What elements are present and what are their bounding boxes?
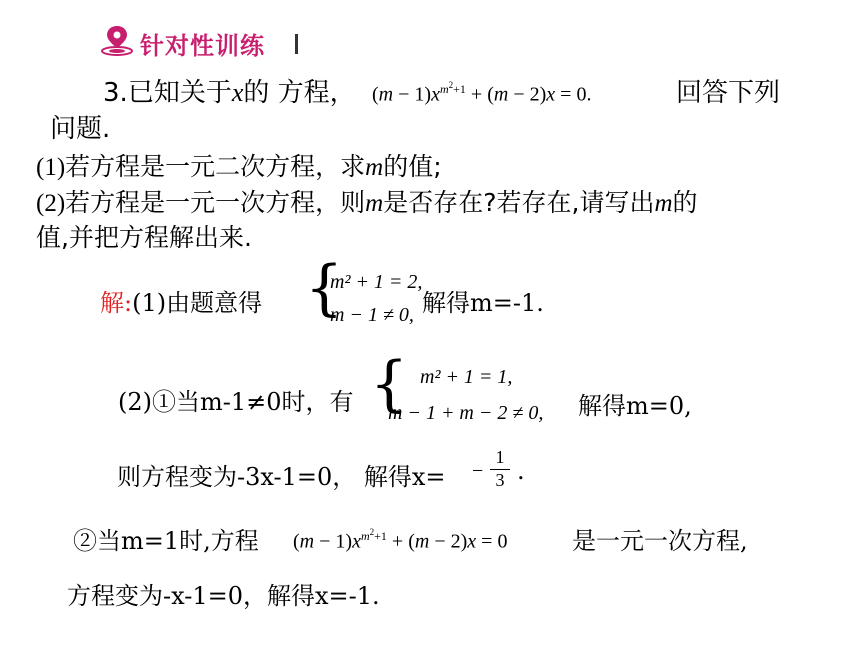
problem-intro [103, 72, 356, 109]
var-x: x [231, 78, 244, 107]
q2-prefix: (2) [36, 190, 66, 217]
section-title: 针对性训练 [140, 32, 265, 60]
s1-result: 解得m=-1. [422, 289, 544, 317]
s3-text-a: ②当m=1时,方程 [73, 527, 259, 555]
s2-minus-sign: − [472, 460, 484, 482]
s3-equation: $(m - 1)x^{m^2+1} + (m - 2)x = 0$ [293, 527, 508, 553]
problem-number: 3. [103, 78, 128, 108]
s2-line2-end: . [517, 457, 525, 485]
s4-line: 方程变为-x-1=0，解得x=-1. [67, 582, 380, 610]
q2-text-b: 是否存在?若存在,请写出 [383, 188, 655, 217]
question-1 [36, 147, 442, 183]
s2-result: 解得m=0, [578, 392, 692, 420]
q1-text-a: 若方程是一元二次方程，求 [65, 152, 366, 181]
q1-var-m: m [365, 154, 384, 181]
problem-equation: $(m - 1)x^{m^2+1} + (m - 2)x = 0$. [372, 80, 592, 106]
question-2 [36, 183, 698, 219]
q1-prefix: (1) [36, 154, 66, 181]
q2-text-a: 若方程是一元一次方程，则 [65, 188, 366, 217]
s2-system-line2: m − 1 + m − 2 ≠ 0, [388, 402, 544, 424]
s3-text-b: 是一元一次方程, [572, 527, 748, 555]
s2-fraction-den: 3 [495, 470, 505, 490]
problem-intro-text-a: 已知关于 [127, 78, 232, 108]
s2-prefix: (2)①当m-1≠0时，有 [118, 388, 354, 416]
s2-brace: { [370, 349, 409, 419]
solution-label: 解: [100, 289, 133, 317]
question-2-line2: 值,并把方程解出来. [36, 223, 252, 252]
q2-var-m: m [365, 190, 384, 217]
problem-line2: 问题. [50, 114, 111, 144]
q2-text-c: 的 [672, 188, 698, 217]
header-divider [295, 34, 298, 54]
q2-var-m2: m [654, 190, 673, 217]
s1-brace: { [305, 253, 344, 323]
q1-text-b: 的值; [383, 152, 442, 181]
solution-s1-prefix: (1)由题意得 [132, 289, 263, 317]
problem-intro-text-b: 的 方程， [243, 78, 356, 108]
s2-fraction-num: 1 [495, 447, 505, 467]
s2-fraction [490, 447, 510, 491]
problem-intro-end: 回答下列 [676, 78, 781, 108]
s1-system-line2: m − 1 ≠ 0, [330, 304, 414, 326]
s2-system-line1: m² + 1 = 1, [420, 366, 513, 388]
location-pin-icon [100, 24, 134, 56]
solution-part1 [100, 283, 262, 318]
s2-line2: 则方程变为-3x-1=0， 解得x= [117, 463, 446, 491]
s1-system-line1: m² + 1 = 2, [330, 271, 423, 293]
